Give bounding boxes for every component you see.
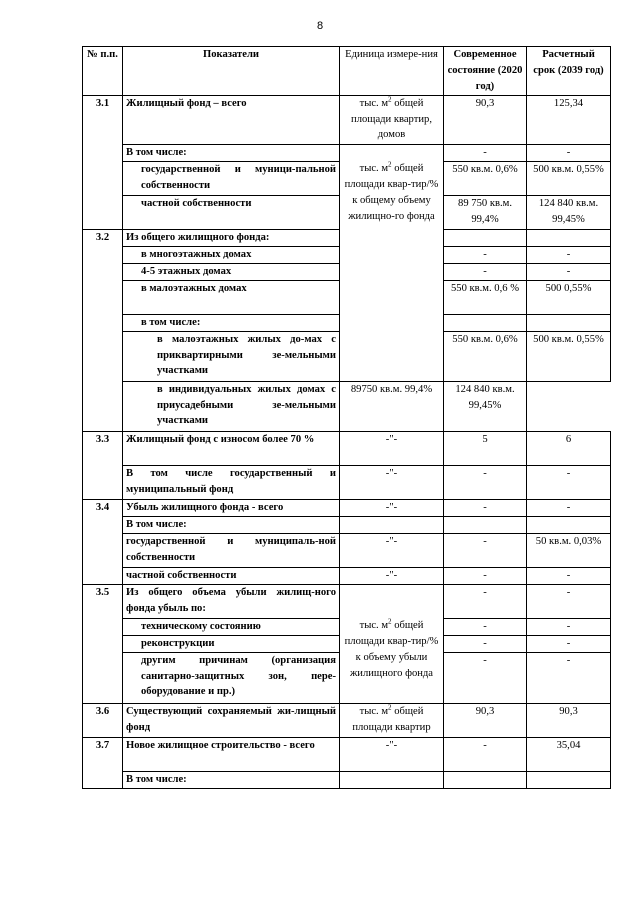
page-number: 8 [316,20,324,32]
forecast-value: 500 кв.м. 0,55% [527,331,611,381]
header-num: № п.п. [83,47,123,96]
row-label: Существующий сохраняемый жи-лищный фонд [123,703,340,737]
header-row [83,47,611,96]
current-value: - [444,737,527,771]
forecast-value: 124 840 кв.м. 99,45% [444,381,527,431]
forecast-value: - [527,499,611,516]
table-row [83,737,611,771]
table-row [83,703,611,737]
unit-cell [340,703,444,737]
row-label: в малоэтажных домах [123,280,340,314]
current-value: 550 кв.м. 0,6% [444,331,527,381]
current-value [444,229,527,246]
table-row [83,533,611,567]
table-row [83,161,611,195]
row-number: 3.6 [83,703,123,737]
row-label: частной собственности [123,567,340,584]
forecast-value: - [527,652,611,703]
forecast-value: - [527,263,611,280]
current-value: 89750 кв.м. 99,4% [340,381,444,431]
current-value: 5 [444,431,527,465]
current-value: 89 750 кв.м. 99,4% [444,195,527,229]
table-row [83,95,611,144]
forecast-value: 6 [527,431,611,465]
header-forecast: Расчетный срок (2039 год) [527,47,611,96]
forecast-value: 35,04 [527,737,611,771]
table-row [83,144,611,161]
current-value [444,516,527,533]
forecast-value: 125,34 [527,95,611,144]
unit-sup: 2 [388,160,392,169]
unit-cell: -"- [340,567,444,584]
unit-cell: -"- [340,465,444,499]
row-label: В том числе государственный и муниципальный фонд [123,465,340,499]
current-value: - [444,499,527,516]
current-value: - [444,465,527,499]
unit-text: общей площади квар-тир/% к объему убыли жилищного фонда [344,620,439,679]
current-value: - [444,263,527,280]
forecast-value [527,516,611,533]
header-indicator: Показатели [123,47,340,96]
row-label: государственной и муници-пальной собственности [123,161,340,195]
current-value: 550 кв.м. 0,6 % [444,280,527,314]
forecast-value: 124 840 кв.м. 99,45% [527,195,611,229]
row-label: Новое жилищное строительство - всего [123,737,340,771]
current-value: - [444,144,527,161]
unit-text: общей площади квартир [352,705,431,733]
row-label: Из общего жилищного фонда: [123,229,340,246]
forecast-value [527,771,611,788]
current-value: - [444,246,527,263]
unit-sup: 2 [388,703,392,712]
current-value: - [444,635,527,652]
row-label: Убыль жилищного фонда - всего [123,499,340,516]
row-label: 4-5 этажных домах [123,263,340,280]
current-value [444,314,527,331]
forecast-value: 500 кв.м. 0,55% [527,161,611,195]
forecast-value: - [527,465,611,499]
table-row [83,771,611,788]
row-label: Жилищный фонд с износом более 70 % [123,431,340,465]
unit-cell [340,161,444,381]
unit-sup: 2 [388,617,392,626]
current-value: 90,3 [444,95,527,144]
header-unit: Единица измере-ния [340,47,444,96]
table-row [83,584,611,618]
forecast-value [527,314,611,331]
unit-cell [340,95,444,144]
row-label: в многоэтажных домах [123,246,340,263]
unit-text: тыс. м [359,97,389,109]
row-number: 3.4 [83,499,123,516]
row-label: частной собственности [123,195,340,229]
unit-cell: -"- [340,533,444,567]
forecast-value: - [527,246,611,263]
row-label: Из общего объема убыли жилищ-ного фонда убыль по: [123,584,340,618]
forecast-value: - [527,144,611,161]
unit-text: тыс. м [359,620,389,632]
forecast-value: - [527,584,611,618]
unit-sup: 2 [388,95,392,104]
table-row [83,567,611,584]
table-row [83,499,611,516]
header-current: Современное состояние (2020 год) [444,47,527,96]
forecast-value: 90,3 [527,703,611,737]
unit-cell [340,618,444,703]
table-row [83,516,611,533]
row-label: Жилищный фонд – всего [123,95,340,144]
row-label: в индивидуальных жилых домах с приусадебными зе-мельными участками [123,381,340,431]
table-row [83,381,611,431]
current-value [444,771,527,788]
row-number: 3.3 [83,431,123,465]
unit-text: тыс. м [359,705,389,717]
row-number: 3.5 [83,584,123,618]
forecast-value: - [527,635,611,652]
current-value: - [444,533,527,567]
row-number: 3.2 [83,229,123,246]
row-label: государственной и муниципаль-ной собственности [123,533,340,567]
row-label: техническому состоянию [123,618,340,635]
table-row [83,431,611,465]
row-label: В том числе: [123,516,340,533]
forecast-value: 50 кв.м. 0,03% [527,533,611,567]
housing-indicators-table [82,46,611,789]
row-number: 3.7 [83,737,123,771]
current-value: - [444,618,527,635]
forecast-value [527,229,611,246]
table-row [83,618,611,635]
row-label: другим причинам (организация санитарно-защитных зон, пере-оборудование и пр.) [123,652,340,703]
current-value: 550 кв.м. 0,6% [444,161,527,195]
table-row [83,465,611,499]
current-value: - [444,567,527,584]
unit-text: тыс. м [359,163,389,175]
current-value: - [444,652,527,703]
row-label: В том числе: [123,771,340,788]
unit-text: общей площади квар-тир/% к общему объему жилищно-го фонда [344,163,439,222]
forecast-value: 500 0,55% [527,280,611,314]
forecast-value: - [527,567,611,584]
unit-cell: -"- [340,499,444,516]
forecast-value: - [527,618,611,635]
unit-cell: -"- [340,737,444,771]
unit-text: общей площади квартир, домов [351,97,432,141]
row-number: 3.1 [83,95,123,144]
row-label: в малоэтажных жилых до-мах с приквартирными зе-мельными участками [123,331,340,381]
unit-cell: -"- [340,431,444,465]
row-label: реконструкции [123,635,340,652]
current-value: 90,3 [444,703,527,737]
row-label: В том числе: [123,144,340,161]
current-value: - [444,584,527,618]
row-label: в том числе: [123,314,340,331]
